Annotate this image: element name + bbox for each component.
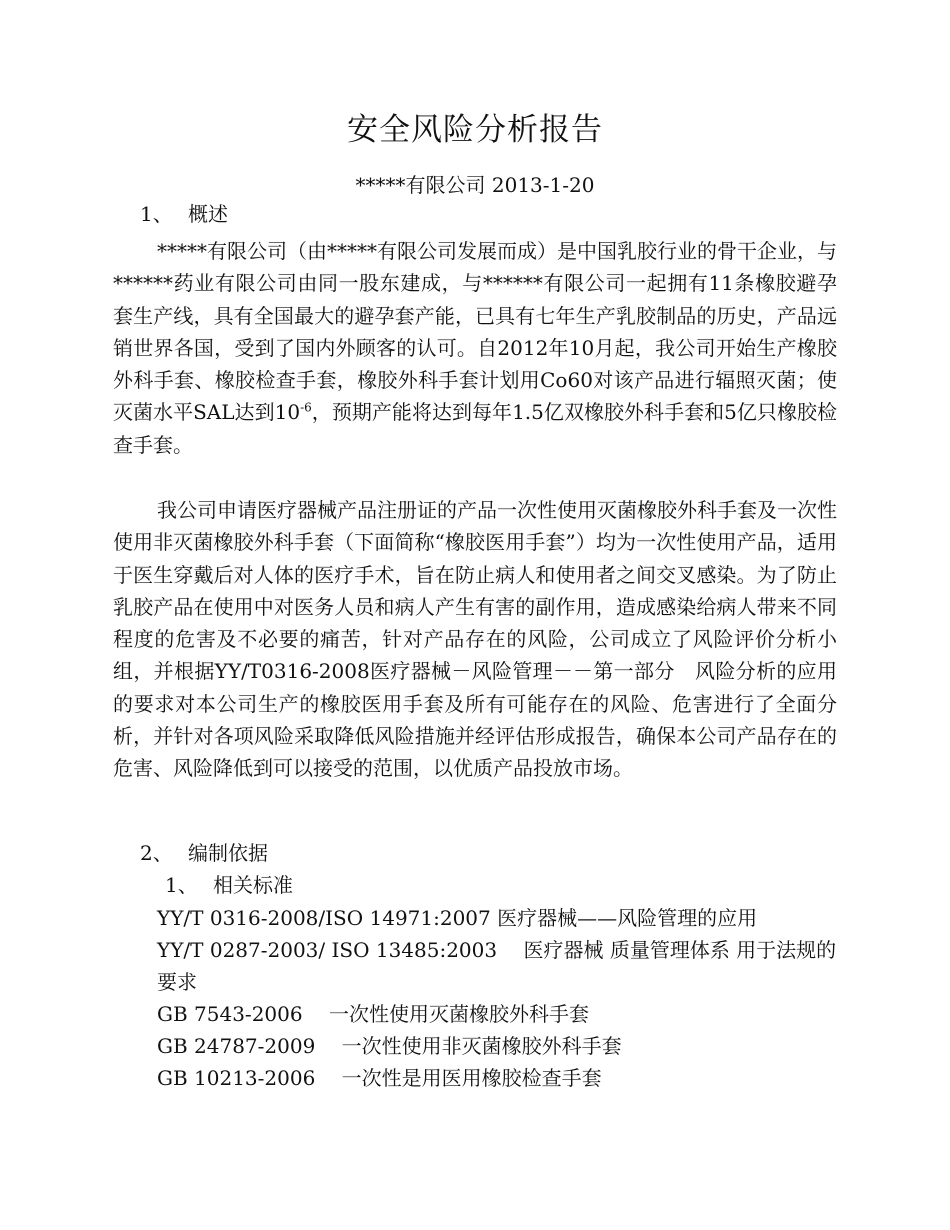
document-title: 安全风险分析报告 bbox=[347, 112, 603, 148]
overview-text-part2: ，预期产能将达到每年1.5亿双橡胶外科手套和5亿只橡胶检查手套。 bbox=[113, 400, 838, 457]
subsection-heading-standards bbox=[165, 870, 293, 900]
standard-item: GB 24787-2009 一次性使用非灭菌橡胶外科手套 bbox=[157, 1034, 622, 1058]
standard-item: YY/T 0287-2003/ ISO 13485:2003 医疗器械 质量管理体系 用于法规的要求 bbox=[157, 938, 837, 995]
document-subtitle: *****有限公司 2013-1-20 bbox=[355, 173, 595, 197]
section-heading-overview bbox=[140, 199, 228, 229]
standard-item: YY/T 0316-2008/ISO 14971:2007 医疗器械——风险管理的应用 bbox=[157, 906, 758, 930]
section-heading-basis bbox=[140, 838, 268, 868]
section-number: 1、 bbox=[140, 202, 173, 226]
overview-paragraph bbox=[113, 235, 837, 461]
section-title: 编制依据 bbox=[188, 841, 268, 865]
section-number: 2、 bbox=[140, 841, 173, 865]
subsection-title: 相关标准 bbox=[213, 873, 293, 897]
standard-item: GB 10213-2006 一次性是用医用橡胶检查手套 bbox=[157, 1066, 602, 1090]
standard-item: GB 7543-2006 一次性使用灭菌橡胶外科手套 bbox=[157, 1002, 589, 1026]
overview-text-part1: *****有限公司（由*****有限公司发展而成）是中国乳胶行业的骨干企业，与******药业有限公司由同一股东建成，与******有限公司一起拥有11条橡胶避孕套生产线，具有全国最大的避孕套产能，已具有七年生产乳胶制品的历史，产品远销世界各国，受到了国内外顾客的认可。自2012年10月起，我公司开始生产橡胶外科手套、橡胶检查手套，橡胶外科手套计划用Co60对该产品进行辐照灭菌；使灭菌水平SAL达到10 bbox=[113, 239, 837, 425]
exponent: -6 bbox=[300, 400, 312, 415]
section-title: 概述 bbox=[188, 202, 228, 226]
subsection-number: 1、 bbox=[165, 873, 198, 897]
purpose-paragraph: 我公司申请医疗器械产品注册证的产品一次性使用灭菌橡胶外科手套及一次性使用非灭菌橡胶外科手套（下面简称“橡胶医用手套”）均为一次性使用产品，适用于医生穿戴后对人体的医疗手术，旨在防止病人和使用者之间交叉感染。为了防止乳胶产品在使用中对医务人员和病人产生有害的副作用，造成感染给病人带来不同程度的危害及不必要的痛苦，针对产品存在的风险，公司成立了风险评价分析小组，并根据YY/T0316-2008医疗器械－风险管理－－第一部分 风险分析的应用的要求对本公司生产的橡胶医用手套及所有可能存在的风险、危害进行了全面分析，并针对各项风险采取降低风险措施并经评估形成报告，确保本公司产品存在的危害、风险降低到可以接受的范围，以优质产品投放市场。 bbox=[113, 498, 837, 781]
